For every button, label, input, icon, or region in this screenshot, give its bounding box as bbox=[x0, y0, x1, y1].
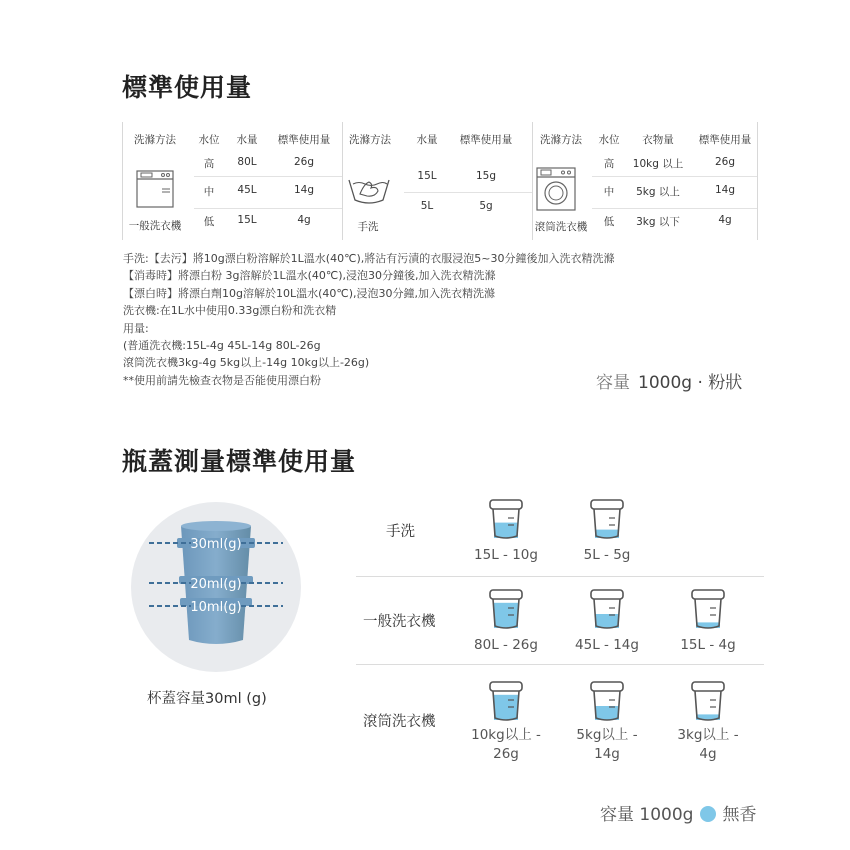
mini-cup-icon bbox=[686, 680, 730, 724]
general-header-water: 水量 bbox=[236, 134, 258, 146]
note-line: (普通洗衣機:15L-4g 45L-14g 80L-26g bbox=[123, 339, 321, 353]
dosing-method-drum: 滾筒洗衣機 bbox=[363, 714, 436, 730]
dose-label: 15L - 10g bbox=[474, 547, 538, 563]
drum-header-dose: 標準使用量 bbox=[698, 134, 752, 146]
hand-row-water: 5L bbox=[420, 200, 434, 212]
dosing-separator bbox=[356, 576, 764, 577]
note-line: 滾筒洗衣機3kg-4g 5kg以上-14g 10kg以上-26g) bbox=[123, 356, 370, 370]
front-load-washer-icon bbox=[536, 167, 576, 211]
general-row-dose: 4g bbox=[297, 214, 311, 226]
hand-row-dose: 5g bbox=[479, 200, 493, 212]
dosing-method-general: 一般洗衣機 bbox=[363, 614, 436, 630]
hand-wash-label: 手洗 bbox=[357, 221, 379, 233]
mini-cup-icon bbox=[585, 498, 629, 542]
mini-cup-icon bbox=[484, 680, 528, 724]
mini-cup-icon bbox=[686, 588, 730, 632]
dose-label: 5L - 5g bbox=[583, 547, 631, 563]
usage-table bbox=[122, 122, 758, 240]
note-line: 【消毒時】將漂白粉 3g溶解於1L溫水(40℃),浸泡30分鐘後,加入洗衣精洗滌 bbox=[123, 269, 496, 283]
note-line: 用量: bbox=[123, 321, 149, 335]
drum-row-load: 5kg 以上 bbox=[636, 186, 680, 198]
dose-label: 45L - 14g bbox=[575, 637, 639, 653]
dose-label: 80L - 26g bbox=[474, 637, 538, 653]
drum-header-level: 水位 bbox=[598, 134, 620, 146]
dosing-separator bbox=[356, 664, 764, 665]
general-row-water: 80L bbox=[237, 156, 257, 168]
drum-row-load: 3kg 以下 bbox=[636, 216, 680, 228]
capacity-bottom-value: 容量 1000g bbox=[600, 805, 694, 825]
measuring-cup-icon bbox=[131, 502, 301, 672]
drum-washer-label: 滾筒洗衣機 bbox=[534, 221, 588, 233]
general-row-water: 15L bbox=[237, 214, 257, 226]
note-line: 洗衣機:在1L水中使用0.33g漂白粉和洗衣精 bbox=[123, 304, 337, 318]
drum-row-level: 高 bbox=[603, 158, 615, 170]
hand-row-dose: 15g bbox=[475, 170, 497, 182]
general-row-level: 低 bbox=[203, 216, 215, 228]
cup-capacity-caption: 杯蓋容量30ml (g) bbox=[147, 691, 267, 707]
general-header-method: 洗滌方法 bbox=[134, 134, 176, 146]
dosing-method-hand: 手洗 bbox=[386, 524, 415, 540]
note-line: **使用前請先檢查衣物是否能使用漂白粉 bbox=[123, 373, 321, 387]
dose-label: 3kg以上 - 4g bbox=[677, 727, 739, 762]
general-washer-label: 一般洗衣機 bbox=[128, 220, 182, 232]
general-row-water: 45L bbox=[237, 184, 257, 196]
mini-cup-icon bbox=[484, 498, 528, 542]
mini-cup-icon bbox=[484, 588, 528, 632]
section-title-standard-usage: 標準使用量 bbox=[122, 73, 253, 102]
general-header-dose: 標準使用量 bbox=[277, 134, 331, 146]
top-load-washer-icon bbox=[136, 170, 174, 208]
drum-header-load: 衣物量 bbox=[642, 134, 674, 146]
drum-row-load: 10kg 以上 bbox=[632, 158, 684, 170]
hand-header-dose: 標準使用量 bbox=[459, 134, 513, 146]
hand-header-water: 水量 bbox=[416, 134, 438, 146]
note-line: 手洗:【去污】將10g漂白粉溶解於1L溫水(40℃),將沾有污漬的衣服浸泡5~30分鐘後加入洗衣精洗滌 bbox=[123, 252, 615, 265]
general-row-level: 中 bbox=[203, 186, 215, 198]
cup-mark-20: 20ml(g) bbox=[190, 577, 242, 592]
dose-label: 5kg以上 - 14g bbox=[576, 727, 638, 762]
capacity-bottom bbox=[600, 800, 756, 825]
cup-mark-10: 10ml(g) bbox=[190, 600, 242, 615]
drum-row-level: 中 bbox=[603, 186, 615, 198]
scent-dot-icon bbox=[700, 806, 716, 822]
capacity-powder bbox=[596, 368, 742, 393]
scent-label: 無香 bbox=[722, 805, 757, 825]
capacity-label: 容量 bbox=[596, 373, 630, 393]
section-title-cap-measure: 瓶蓋測量標準使用量 bbox=[122, 447, 357, 476]
mini-cup-icon bbox=[585, 680, 629, 724]
drum-row-dose: 14g bbox=[714, 184, 736, 196]
general-row-dose: 26g bbox=[293, 156, 315, 168]
hand-wash-icon bbox=[347, 172, 391, 206]
cup-mark-30: 30ml(g) bbox=[190, 537, 242, 552]
usage-notes bbox=[123, 250, 614, 389]
hand-header-method: 洗滌方法 bbox=[349, 134, 391, 146]
drum-header-method: 洗滌方法 bbox=[540, 134, 582, 146]
drum-row-dose: 26g bbox=[714, 156, 736, 168]
general-row-dose: 14g bbox=[293, 184, 315, 196]
hand-row-water: 15L bbox=[417, 170, 437, 182]
note-line: 【漂白時】將漂白劑10g溶解於10L溫水(40℃),浸泡30分鐘,加入洗衣精洗滌 bbox=[123, 286, 496, 300]
drum-row-dose: 4g bbox=[718, 214, 732, 226]
capacity-value: 1000g · 粉狀 bbox=[638, 373, 743, 393]
general-header-level: 水位 bbox=[198, 134, 220, 146]
dose-label: 15L - 4g bbox=[680, 637, 736, 653]
general-row-level: 高 bbox=[203, 158, 215, 170]
drum-row-level: 低 bbox=[603, 216, 615, 228]
dose-label: 10kg以上 - 26g bbox=[471, 727, 541, 762]
mini-cup-icon bbox=[585, 588, 629, 632]
